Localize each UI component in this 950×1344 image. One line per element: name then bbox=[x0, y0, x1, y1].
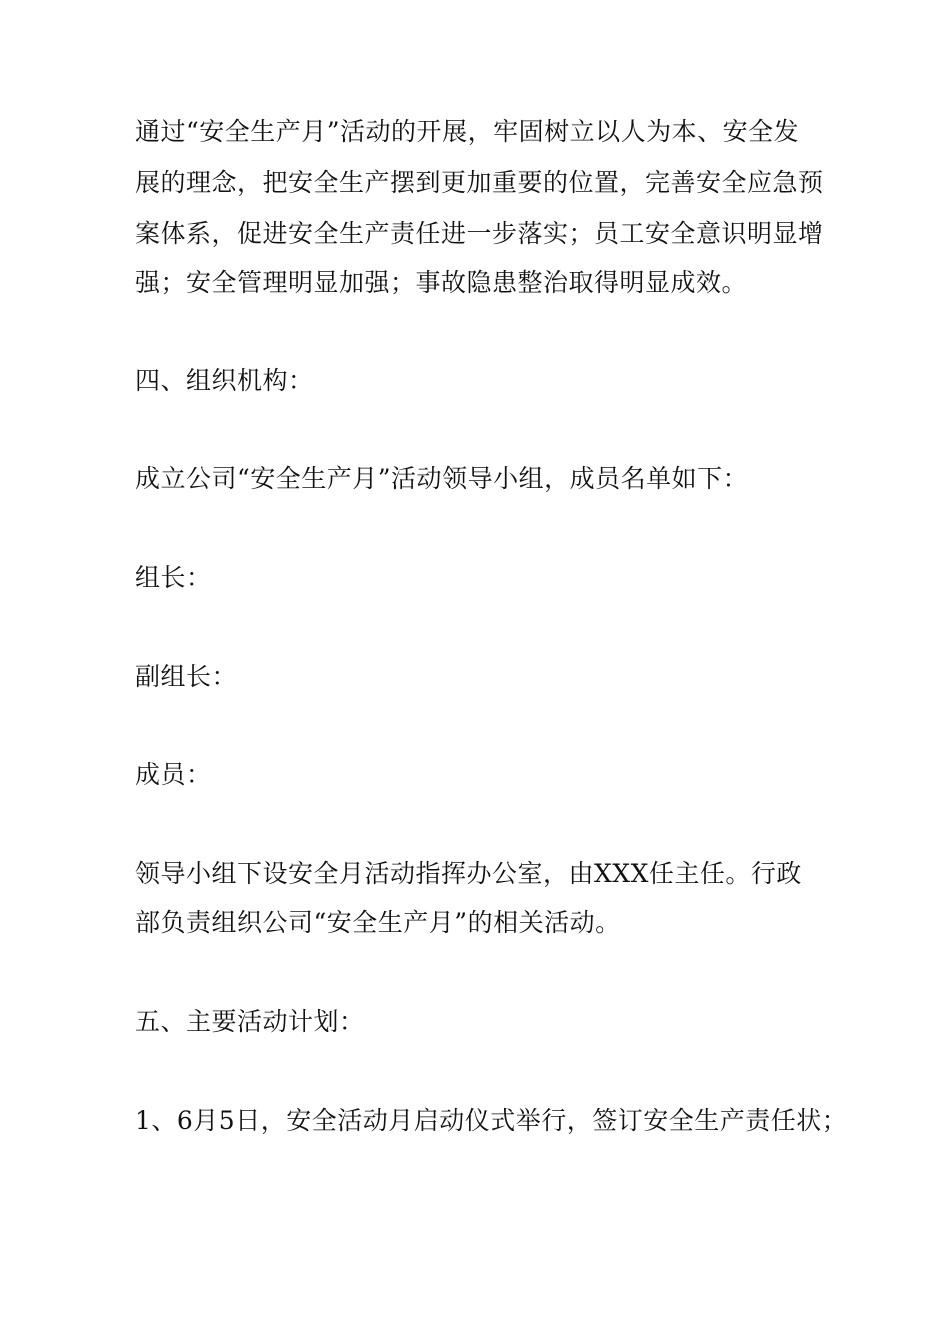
paragraph-office-line-1: 领导小组下设安全月活动指挥办公室，由XXX任主任。行政 bbox=[135, 859, 802, 888]
deputy-leader-label: 副组长： bbox=[135, 662, 238, 691]
paragraph-goals-line-2: 展的理念，把安全生产摆到更加重要的位置，完善安全应急预 bbox=[135, 168, 824, 197]
plan-item-1: 1、6月5日，安全活动月启动仪式举行，签订安全生产责任状； bbox=[135, 1106, 848, 1135]
paragraph-goals-line-1: 通过“安全生产月”活动的开展，牢固树立以人为本、安全发 bbox=[135, 117, 800, 146]
paragraph-leadership-group: 成立公司“安全生产月”活动领导小组，成员名单如下： bbox=[135, 464, 749, 493]
section-heading-organization: 四、组织机构： bbox=[135, 366, 314, 395]
members-label: 成员： bbox=[135, 760, 212, 789]
paragraph-goals-line-3: 案体系，促进安全生产责任进一步落实；员工安全意识明显增 bbox=[135, 219, 824, 248]
paragraph-goals-line-4: 强；安全管理明显加强；事故隐患整治取得明显成效。 bbox=[135, 268, 748, 297]
leader-label: 组长： bbox=[135, 563, 212, 592]
section-heading-activity-plan: 五、主要活动计划： bbox=[135, 1007, 365, 1036]
paragraph-office-line-2: 部负责组织公司“安全生产月”的相关活动。 bbox=[135, 908, 621, 937]
